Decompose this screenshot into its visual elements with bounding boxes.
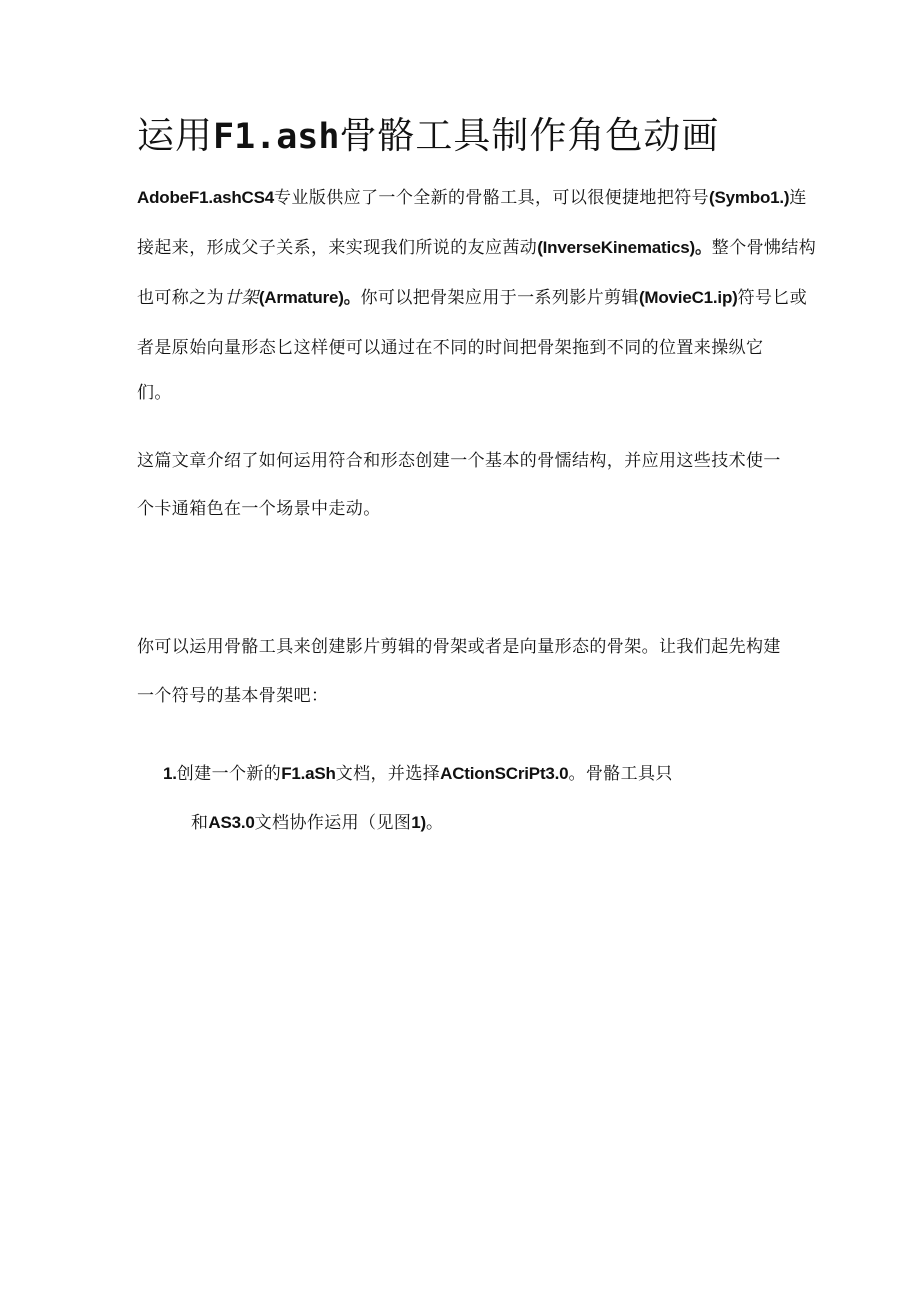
text-run: 和: [191, 813, 209, 833]
text-bold: 。: [343, 288, 361, 307]
text-run: 也可称之为: [137, 288, 224, 308]
paragraph-1-line-3: [137, 283, 807, 313]
text-italic: 廿架: [224, 288, 259, 308]
title-part-flash: F1.ash: [213, 117, 340, 157]
step-1-line-2: [191, 808, 443, 838]
text-bold: 1): [411, 813, 426, 832]
text-run: 你可以把骨架应用于一系列影片剪辑: [360, 288, 639, 308]
text-bold: ACtionSCriPt3.0: [440, 764, 569, 783]
text-run: 文档，并选择: [335, 764, 441, 784]
text-bold: AS3.0: [208, 813, 255, 832]
step-1-line-1: [163, 759, 673, 789]
paragraph-1-line-5: 们。: [137, 383, 172, 403]
text-bold: AdobeF1.ashCS4: [137, 188, 275, 207]
paragraph-1-line-2: [137, 233, 816, 263]
text-bold: (Armature): [258, 288, 344, 307]
paragraph-1-line-1: [137, 183, 807, 213]
text-run: 接起来，形成父子关系，来实现我们所说的友应茜动: [137, 238, 538, 258]
text-run: 。: [425, 813, 444, 833]
text-run: 文档协作运用（见图: [254, 813, 412, 833]
paragraph-3-line-2: 一个符号的基本骨架吧：: [137, 686, 329, 706]
text-run: 。骨骼工具只: [568, 764, 673, 784]
text-run: 创建一个新的: [176, 764, 282, 784]
text-run: 专业版供应了一个全新的骨骼工具，可以很便捷地把符号: [274, 188, 710, 208]
text-bold: F1.aSh: [281, 764, 336, 783]
text-bold: (MovieC1.ip): [638, 288, 738, 307]
text-run: 符号匕或: [737, 288, 808, 308]
text-run: 连: [789, 188, 807, 208]
page-title: [137, 110, 719, 163]
step-number: 1.: [163, 764, 177, 783]
text-bold: (Symbo1.): [709, 188, 790, 207]
title-part-1: 运用: [137, 114, 213, 157]
title-part-3: 骨骼工具制作角色动画: [339, 114, 720, 157]
text-bold: (InverseKinematics): [537, 238, 695, 257]
paragraph-3-line-1: 你可以运用骨骼工具来创建影片剪辑的骨架或者是向量形态的骨架。让我们起先构建: [137, 637, 781, 657]
text-bold: 。: [694, 238, 712, 257]
paragraph-2-line-1: 这篇文章介绍了如何运用符合和形态创建一个基本的骨懦结构，并应用这些技术使一: [137, 451, 781, 471]
text-run: 整个骨怫结构: [711, 238, 817, 258]
paragraph-1-line-4: 者是原始向量形态匕这样便可以通过在不同的时间把骨架拖到不同的位置来操纵它: [137, 338, 764, 358]
paragraph-2-line-2: 个卡通箱色在一个场景中走动。: [137, 499, 381, 519]
